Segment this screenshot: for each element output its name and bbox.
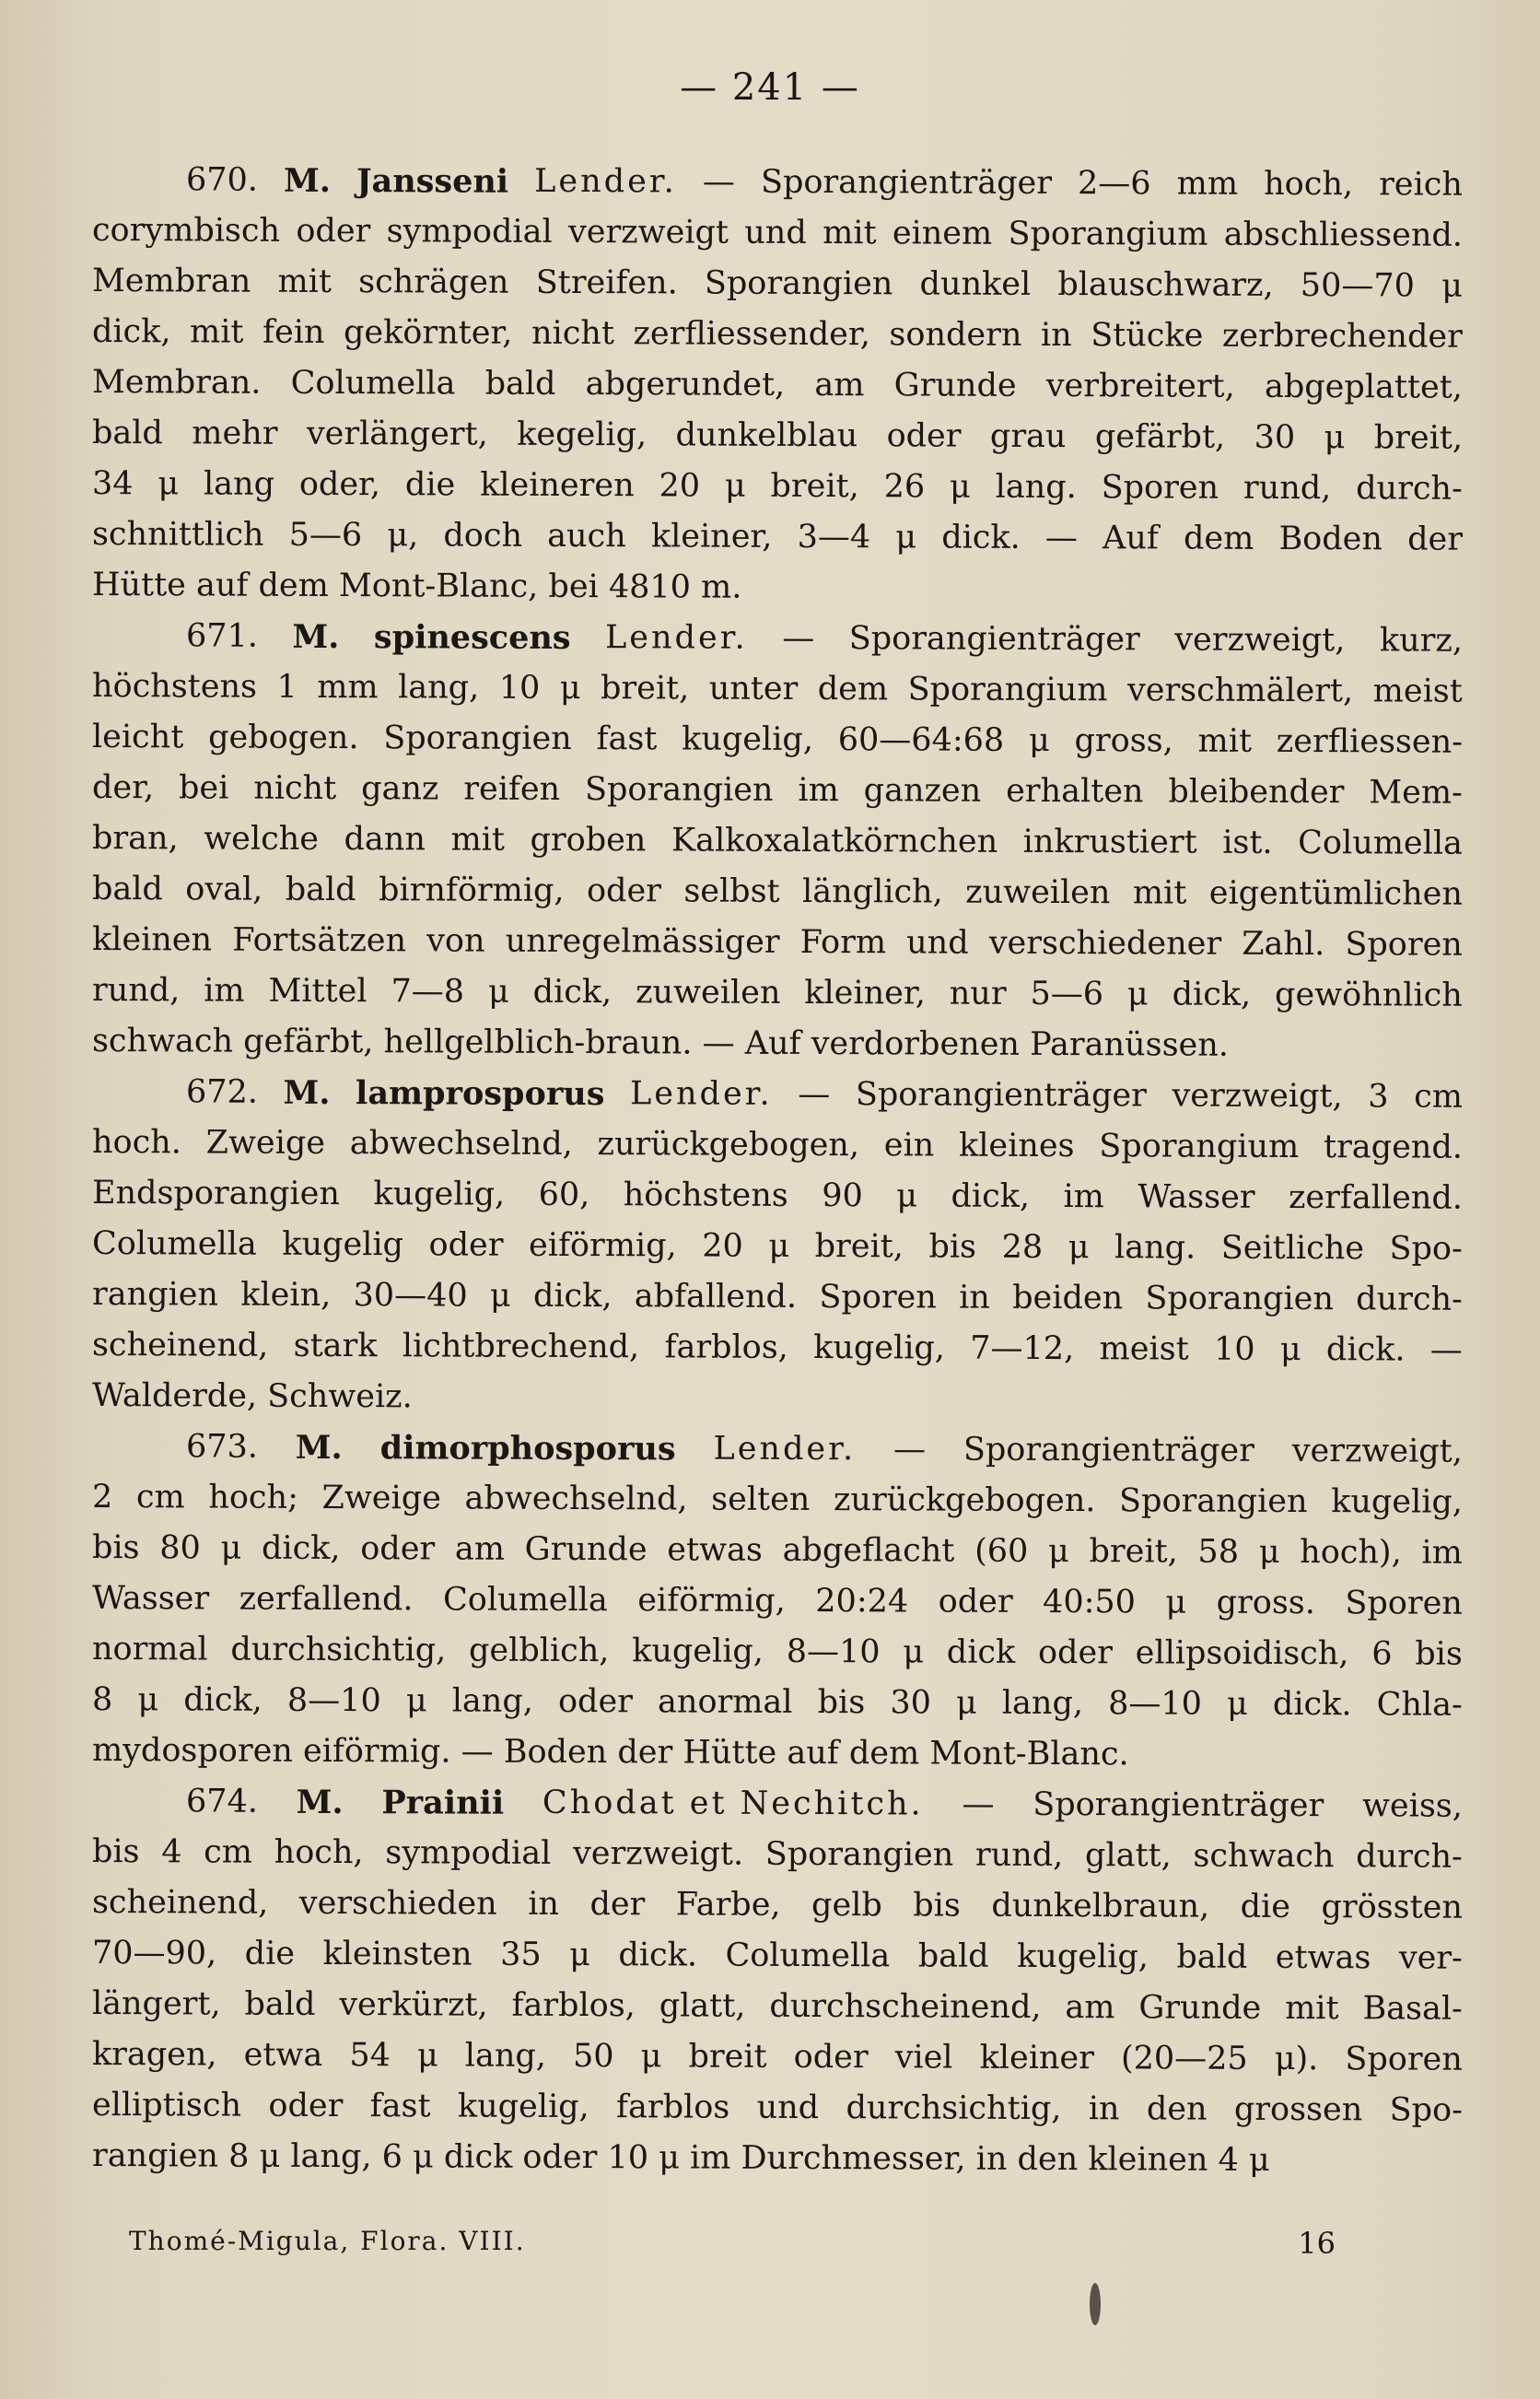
text-line: elliptisch oder fast kugelig, farblos und durchsichtig, in den grossen Spo- [91,2087,1464,2129]
text-line: bis 80 μ dick, oder am Grunde etwas abgeflacht (60 μ breit, 58 μ hoch), im [91,1529,1463,1572]
entry-number: 671. [185,617,259,655]
text-line: scheinend, verschieden in der Farbe, gelb bis dunkelbraun, die grössten [91,1884,1464,1926]
text-line: Hütte auf dem Mont-Blanc, bei 4810 m. [91,567,742,606]
page-footer [129,2226,1336,2261]
author-name: Lender. [605,619,748,657]
text-line: bis 4 cm hoch, sympodial verzweigt. Sporangien rund, glatt, schwach durch- [91,1833,1463,1876]
text-line: kleinen Fortsätzen von unregelmässiger Form und verschiedener Zahl. Sporen [91,921,1463,964]
text-line: 2 cm hoch; Zweige abwechselnd, selten zurückgebogen. Sporangien kugelig, [91,1479,1464,1521]
entry-number: 672. [185,1073,259,1111]
species-name: spinescens [373,618,571,657]
species-name: dimorphosporus [379,1429,676,1469]
text-line: corymbisch oder sympodial verzweigt und mit einem Sporangium abschliessend. [91,212,1464,254]
page-number: — 241 — [680,66,860,109]
text-line: dick, mit fein gekörnter, nicht zerfliessender, sondern in Stücke zerbrechender [91,313,1463,356]
text-line: normal durchsichtig, gelblich, kugelig, 8—10 μ dick oder ellipsoidisch, 6 bis [91,1631,1463,1673]
species-name: lamprosporus [356,1074,605,1114]
genus-abbrev: M. [283,1073,331,1112]
author-name: Lender. [534,162,677,201]
species-name: Prainii [381,1784,505,1822]
text-line: Walderde, Schweiz. [91,1377,413,1416]
entry-number: 670. [185,161,259,199]
signature-mark: Thomé-Migula, Flora. VIII. [129,2226,526,2256]
author-name: Lender. [630,1075,773,1113]
text-line: rangien 8 μ lang, 6 μ dick oder 10 μ im Durchmesser, in den kleinen 4 μ [91,2137,1270,2179]
genus-abbrev: M. [295,1428,343,1468]
author-name: Chodat et Nechitch. [542,1784,924,1823]
species-name: Jansseni [356,162,509,201]
sheet-number: 16 [1298,2226,1336,2261]
species-entry [92,155,1463,611]
text-line: Membran mit schrägen Streifen. Sporangien dunkel blauschwarz, 50—70 μ [91,263,1463,305]
entry-first-line: 674. M. Prainii Chodat et Nechitch. — Sporangienträger weiss, [92,1776,1463,1832]
species-entry [92,611,1463,1067]
text-line: hoch. Zweige abwechselnd, zurückgebogen, ein kleines Sporangium tragend. [91,1124,1463,1166]
text-line: Wasser zerfallend. Columella eiförmig, 20:24 oder 40:50 μ gross. Sporen [91,1580,1463,1622]
text-line: scheinend, stark lichtbrechend, farblos, kugelig, 7—12, meist 10 μ dick. — [91,1327,1463,1369]
entry-first-line: 671. M. spinescens Lender. — Sporangienträger verzweigt, kurz, [92,611,1463,667]
genus-abbrev: M. [292,617,340,657]
entry-first-line: 672. M. lamprosporus Lender. — Sporangienträger verzweigt, 3 cm [92,1067,1463,1123]
species-descriptions [92,155,1463,2182]
author-name: Lender. [713,1430,857,1469]
genus-abbrev: M. [283,161,332,200]
text-line: höchstens 1 mm lang, 10 μ breit, unter dem Sporangium verschmälert, meist [91,668,1463,710]
text-line: bald oval, bald birnförmig, oder selbst länglich, zuweilen mit eigentümlichen [91,871,1464,913]
ink-spot [1090,2283,1101,2325]
text-line: der, bei nicht ganz reifen Sporangien im ganzen erhalten bleibender Mem- [91,769,1463,812]
text-line: schwach gefärbt, hellgelblich-braun. — Auf verdorbenen Paranüssen. [91,1023,1230,1064]
text-line: 70—90, die kleinsten 35 μ dick. Columella bald kugelig, bald etwas ver- [91,1935,1463,1977]
entry-first-line: 673. M. dimorphosporus Lender. — Sporangienträger verzweigt, [92,1422,1463,1478]
text-line: rangien klein, 30—40 μ dick, abfallend. Sporen in beiden Sporangien durch- [91,1276,1463,1318]
text-line: Membran. Columella bald abgerundet, am Grunde verbreitert, abgeplattet, [91,364,1463,406]
text-line: rund, im Mittel 7—8 μ dick, zuweilen kleiner, nur 5—6 μ dick, gewöhnlich [91,972,1463,1014]
text-line: längert, bald verkürzt, farblos, glatt, durchscheinend, am Grunde mit Basal- [91,1985,1464,2028]
text-line: leicht gebogen. Sporangien fast kugelig, 60—64:68 μ gross, mit zerfliessen- [91,719,1464,761]
entry-first-line: 670. M. Jansseni Lender. — Sporangienträger 2—6 mm hoch, reich [92,155,1463,211]
text-line: schnittlich 5—6 μ, doch auch kleiner, 3—4 μ dick. — Auf dem Boden der [91,516,1464,558]
text-line: bran, welche dann mit groben Kalkoxalatkörnchen inkrustiert ist. Columella [91,820,1464,862]
text-line: mydosporen eiförmig. — Boden der Hütte auf dem Mont-Blanc. [91,1732,1129,1773]
text-line: 34 μ lang oder, die kleineren 20 μ breit, 26 μ lang. Sporen rund, durch- [91,465,1463,508]
genus-abbrev: M. [296,1783,344,1822]
entry-number: 674. [185,1783,259,1820]
text-line: kragen, etwa 54 μ lang, 50 μ breit oder viel kleiner (20—25 μ). Sporen [91,2036,1463,2078]
species-entry [92,1067,1463,1422]
text-line: bald mehr verlängert, kegelig, dunkelblau oder grau gefärbt, 30 μ breit, [91,415,1464,457]
text-line: Endsporangien kugelig, 60, höchstens 90 μ dick, im Wasser zerfallend. [91,1175,1463,1217]
species-entry [92,1776,1463,2182]
text-line: 8 μ dick, 8—10 μ lang, oder anormal bis 30 μ lang, 8—10 μ dick. Chla- [91,1681,1463,1724]
entry-number: 673. [185,1428,259,1466]
text-line: Columella kugelig oder eiförmig, 20 μ breit, bis 28 μ lang. Seitliche Spo- [91,1225,1463,1268]
species-entry [92,1422,1463,1776]
